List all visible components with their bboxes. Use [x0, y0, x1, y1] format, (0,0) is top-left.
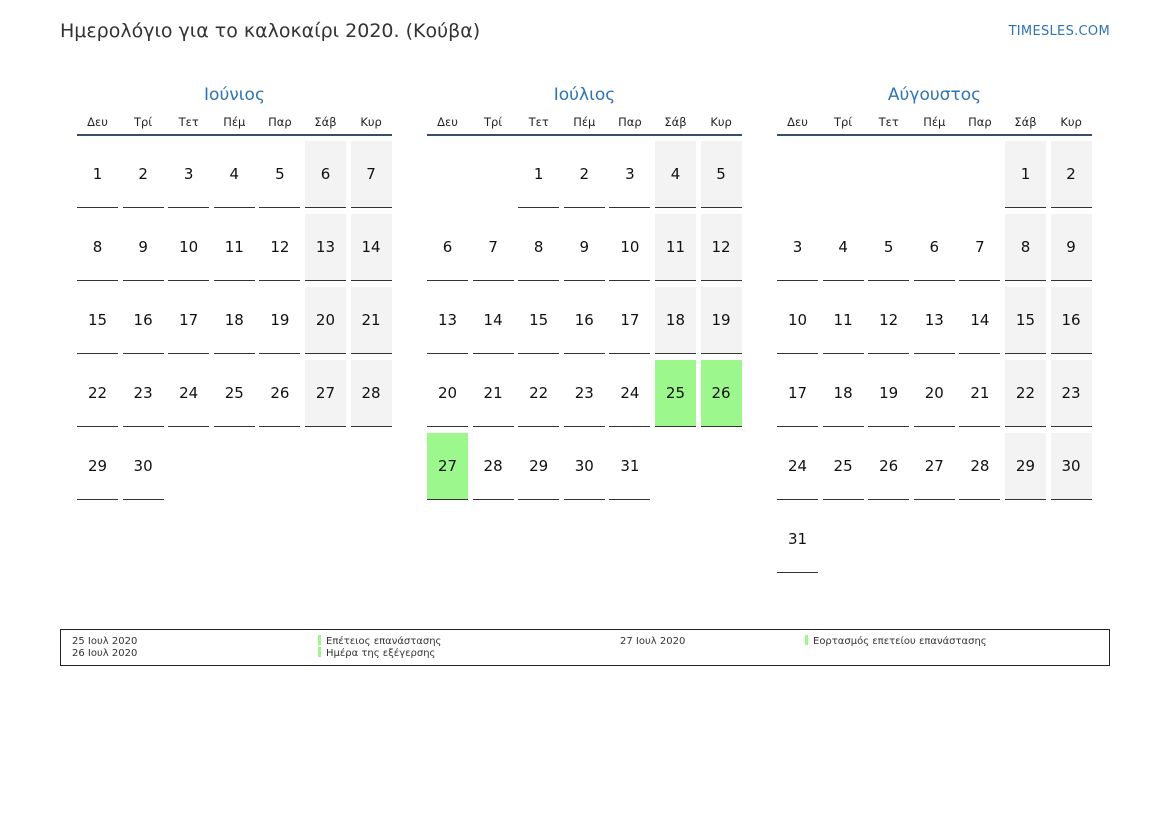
holiday-marker [318, 635, 321, 645]
day-cell: 24 [777, 433, 818, 500]
weekday-header [427, 114, 742, 136]
weekday-label: Δευ [87, 115, 108, 129]
day-cell: 5 [701, 141, 742, 208]
weekday-label: Πέμ [923, 115, 946, 129]
day-cell: 27 [914, 433, 955, 500]
day-cell: 5 [868, 214, 909, 281]
legend-date: 27 Ιουλ 2020 [620, 636, 686, 647]
legend-dates-right [620, 636, 685, 648]
day-cell: 3 [609, 141, 650, 208]
holiday-legend [60, 629, 1110, 666]
day-cell: 18 [823, 360, 864, 427]
weekday-label: Κυρ [1060, 115, 1082, 129]
day-cell: 22 [518, 360, 559, 427]
day-cell: 15 [518, 287, 559, 354]
day-cell: 13 [914, 287, 955, 354]
month-name: Αύγουστος [887, 85, 982, 105]
day-cell: 28 [959, 433, 1000, 500]
legend-dates-left [72, 636, 137, 660]
day-cell: 25 [823, 433, 864, 500]
day-cell: 30 [564, 433, 605, 500]
day-cell: 29 [518, 433, 559, 500]
weekday-label: Παρ [268, 115, 292, 129]
day-cell: 19 [259, 287, 300, 354]
day-cell: 21 [351, 287, 392, 354]
weekday-label: Τετ [528, 115, 549, 129]
day-cell: 4 [655, 141, 696, 208]
day-cell: 10 [609, 214, 650, 281]
day-cell: 16 [1051, 287, 1092, 354]
legend-entry [318, 636, 441, 648]
day-empty [959, 141, 1000, 208]
day-cell: 5 [259, 141, 300, 208]
day-cell: 28 [351, 360, 392, 427]
day-cell: 12 [868, 287, 909, 354]
weekday-label: Τρί [833, 115, 853, 129]
day-cell: 30 [123, 433, 164, 500]
day-grid [77, 141, 392, 500]
day-cell: 26 [259, 360, 300, 427]
page-title: Ημερολόγιο για το καλοκαίρι 2020. (Κούβα) [60, 20, 481, 42]
day-cell: 6 [305, 141, 346, 208]
legend-date: 26 Ιουλ 2020 [72, 648, 138, 659]
day-cell: 2 [564, 141, 605, 208]
day-cell: 6 [427, 214, 468, 281]
legend-names-left [318, 636, 441, 660]
month-august [777, 84, 1092, 573]
holiday-day-cell: 25 [655, 360, 696, 427]
holiday-marker [805, 635, 808, 645]
day-cell: 1 [1005, 141, 1046, 208]
day-cell: 22 [77, 360, 118, 427]
day-cell: 31 [777, 506, 818, 573]
legend-entry [805, 636, 987, 648]
month-july [427, 84, 742, 500]
weekday-label: Σάβ [314, 115, 337, 129]
weekday-header [777, 114, 1092, 136]
day-cell: 21 [473, 360, 514, 427]
day-cell: 27 [305, 360, 346, 427]
weekday-label: Τετ [878, 115, 899, 129]
legend-entry [318, 648, 441, 660]
day-cell: 25 [214, 360, 255, 427]
legend-name: Επέτειος επανάστασης [326, 636, 442, 647]
day-cell: 13 [305, 214, 346, 281]
day-cell: 15 [1005, 287, 1046, 354]
holiday-marker [318, 647, 321, 657]
day-cell: 23 [1051, 360, 1092, 427]
day-cell: 14 [959, 287, 1000, 354]
weekday-header [77, 114, 392, 136]
day-cell: 8 [518, 214, 559, 281]
weekday-label: Κυρ [360, 115, 382, 129]
day-cell: 24 [168, 360, 209, 427]
day-cell: 30 [1051, 433, 1092, 500]
day-cell: 2 [1051, 141, 1092, 208]
day-cell: 23 [123, 360, 164, 427]
day-cell: 9 [564, 214, 605, 281]
day-cell: 12 [701, 214, 742, 281]
day-cell: 26 [868, 433, 909, 500]
weekday-label: Παρ [618, 115, 642, 129]
day-cell: 13 [427, 287, 468, 354]
legend-date: 25 Ιουλ 2020 [72, 636, 138, 647]
month-name: Ιούλιος [553, 85, 616, 105]
day-cell: 17 [168, 287, 209, 354]
day-cell: 10 [168, 214, 209, 281]
day-cell: 9 [1051, 214, 1092, 281]
weekday-label: Τρί [483, 115, 503, 129]
day-cell: 20 [914, 360, 955, 427]
weekday-label: Τετ [178, 115, 199, 129]
day-cell: 8 [77, 214, 118, 281]
day-cell: 11 [823, 287, 864, 354]
day-cell: 7 [473, 214, 514, 281]
holiday-day-cell: 27 [427, 433, 468, 500]
day-cell: 1 [518, 141, 559, 208]
day-grid [427, 141, 742, 500]
weekday-label: Σάβ [1014, 115, 1037, 129]
day-cell: 21 [959, 360, 1000, 427]
day-cell: 7 [351, 141, 392, 208]
day-cell: 10 [777, 287, 818, 354]
day-cell: 31 [609, 433, 650, 500]
legend-names-right [805, 636, 987, 648]
day-cell: 16 [123, 287, 164, 354]
day-cell: 3 [777, 214, 818, 281]
day-empty [427, 141, 468, 208]
day-cell: 15 [77, 287, 118, 354]
month-june [77, 84, 392, 500]
day-cell: 16 [564, 287, 605, 354]
weekday-label: Πέμ [223, 115, 246, 129]
day-cell: 6 [914, 214, 955, 281]
weekday-label: Κυρ [710, 115, 732, 129]
day-cell: 19 [701, 287, 742, 354]
day-cell: 24 [609, 360, 650, 427]
weekday-label: Τρί [133, 115, 153, 129]
weekday-label: Παρ [968, 115, 992, 129]
day-cell: 11 [214, 214, 255, 281]
day-cell: 14 [473, 287, 514, 354]
day-cell: 17 [777, 360, 818, 427]
day-cell: 23 [564, 360, 605, 427]
holiday-day-cell: 26 [701, 360, 742, 427]
day-cell: 17 [609, 287, 650, 354]
day-cell: 18 [214, 287, 255, 354]
day-cell: 18 [655, 287, 696, 354]
weekday-label: Δευ [437, 115, 458, 129]
day-cell: 8 [1005, 214, 1046, 281]
day-cell: 2 [123, 141, 164, 208]
day-empty [777, 141, 818, 208]
weekday-label: Δευ [787, 115, 808, 129]
day-cell: 1 [77, 141, 118, 208]
day-cell: 29 [77, 433, 118, 500]
day-empty [868, 141, 909, 208]
day-cell: 12 [259, 214, 300, 281]
day-cell: 20 [427, 360, 468, 427]
legend-name: Εορτασμός επετείου επανάστασης [813, 636, 987, 647]
day-cell: 9 [123, 214, 164, 281]
site-link[interactable]: TIMESLES.COM [1008, 24, 1110, 39]
day-cell: 20 [305, 287, 346, 354]
day-cell: 29 [1005, 433, 1046, 500]
day-cell: 3 [168, 141, 209, 208]
day-cell: 7 [959, 214, 1000, 281]
day-cell: 14 [351, 214, 392, 281]
weekday-label: Πέμ [573, 115, 596, 129]
day-empty [914, 141, 955, 208]
day-cell: 22 [1005, 360, 1046, 427]
day-cell: 4 [214, 141, 255, 208]
day-cell: 19 [868, 360, 909, 427]
day-cell: 28 [473, 433, 514, 500]
day-empty [473, 141, 514, 208]
day-cell: 4 [823, 214, 864, 281]
day-cell: 11 [655, 214, 696, 281]
month-name: Ιούνιος [204, 85, 265, 105]
weekday-label: Σάβ [664, 115, 687, 129]
day-empty [823, 141, 864, 208]
legend-name: Ημέρα της εξέγερσης [326, 648, 436, 659]
day-grid [777, 141, 1092, 573]
